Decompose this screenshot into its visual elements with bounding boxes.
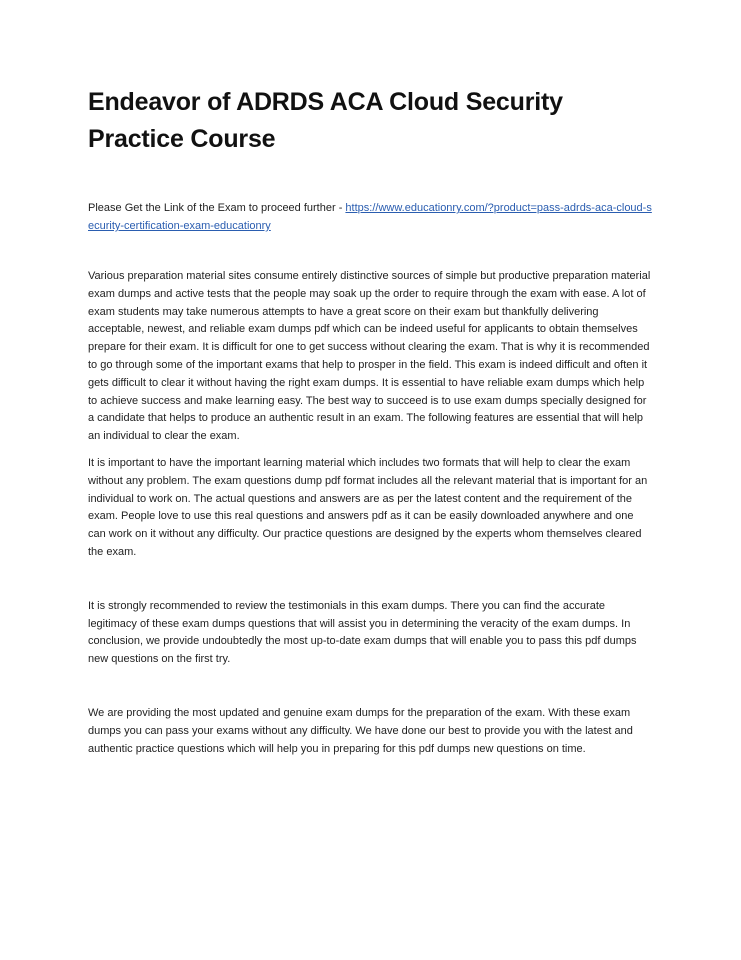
intro-line — [88, 199, 654, 235]
paragraph-learning-material: It is important to have the important learning material which includes two formats that will help to clear the exam without any problem. The exam questions dump pdf format includes all the relevant material that is important for an individual to work on. The actual questions and answers are as per the latest content and the requirement of the exam. People love to use this real questions and answers pdf as it can be easily downloaded anywhere and one can work on it without any difficulty. Our practice questions are designed by the experts whom themselves cleared the exam. — [88, 456, 648, 558]
intro-text: Please Get the Link of the Exam to proceed further - — [88, 202, 346, 214]
paragraph-preparation-material: Various preparation material sites consume entirely distinctive sources of simple but productive preparation material exam dumps and active tests that the people may soak up the order to require through the exam with ease. A lot of exam students may take numerous attempts to have a great score on their exam but thankfully delivering acceptable, newest, and reliable exam dumps pdf which can be indeed useful for applicants to obtain themselves prepare for their exam. It is difficult for one to get success without clearing the exam. That is why it is recommended to go through some of the important exams that help to prosper in the field. This exam is indeed difficult and often it gets difficult to clear it without having the right exam dumps. It is essential to have reliable exam dumps which help to achieve success and make learning easy. The best way to succeed is to use exam dumps specially designed for a candidate that helps to produce an authentic result in an exam. The following features are essential that will help an individual to clear the exam. — [88, 270, 651, 443]
document-page — [88, 84, 654, 758]
document-title: Endeavor of ADRDS ACA Cloud Security Practice Course — [88, 88, 563, 153]
exam-link[interactable]: https://www.educationry.com/?product=pass-adrds-aca-cloud-security-certification-exam-educationry — [88, 202, 652, 232]
paragraph-updated-dumps: We are providing the most updated and genuine exam dumps for the preparation of the exam. With these exam dumps you can pass your exams without any difficulty. We have done our best to provide you with the latest and authentic practice questions which will help you in preparing for this pdf dumps new questions on time. — [88, 706, 633, 755]
paragraph-testimonials: It is strongly recommended to review the testimonials in this exam dumps. There you can find the accurate legitimacy of these exam dumps questions that will assist you in determining the veracity of the exam dumps. In conclusion, we provide undoubtedly the most up-to-date exam dumps that will enable you to pass this pdf dumps new questions on the first try. — [88, 599, 637, 666]
